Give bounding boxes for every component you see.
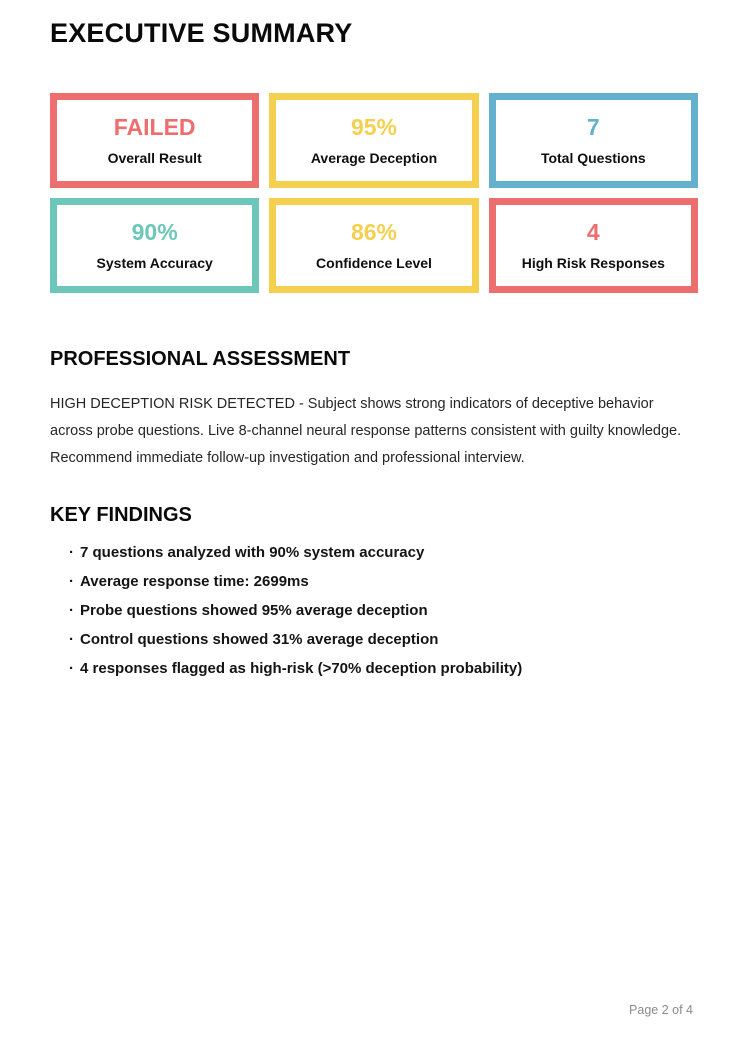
stat-card-average-deception [269,93,478,188]
bullet-icon: · [69,631,74,648]
finding-item: · Control questions showed 31% average deception [69,631,439,648]
stat-card-label: Average Deception [310,150,438,166]
stat-card-value: FAILED [113,114,196,140]
stat-card-confidence-level [269,198,478,293]
finding-item: · 7 questions analyzed with 90% system accuracy [69,544,425,561]
stat-card-total-questions [489,93,698,188]
finding-item: · Probe questions showed 95% average deception [69,602,428,619]
stat-card-label: Total Questions [540,150,646,166]
stat-card-overall-result [50,93,259,188]
stat-card-value: 7 [586,114,600,140]
stat-card-label: High Risk Responses [521,255,665,271]
bullet-icon: · [69,573,74,590]
stat-card-label: Overall Result [107,150,202,166]
stat-card-label: Confidence Level [316,255,432,271]
bullet-icon: · [69,544,74,561]
bullet-icon: · [69,602,74,619]
assessment-body-text: HIGH DECEPTION RISK DETECTED - Subject shows strong indicators of deceptive behavior across probe questions. Live 8-channel neural response patterns consistent with guilty knowledge. Recommend immediate follow-up investigation and professional interview. [50,396,682,466]
stat-card-high-risk-responses [489,198,698,293]
stat-card-label: System Accuracy [96,255,213,271]
stat-cards-grid [50,93,698,293]
page-number: Page 2 of 4 [629,1003,693,1017]
stat-card-value: 90% [131,219,178,245]
bullet-icon: · [69,660,74,677]
stat-card-value: 95% [350,114,398,140]
page-title: EXECUTIVE SUMMARY [50,18,353,48]
finding-item: · 4 responses flagged as high-risk (>70% deception probability) [69,660,523,677]
assessment-heading: PROFESSIONAL ASSESSMENT [50,348,351,370]
stat-card-value: 86% [350,219,398,245]
stat-card-value: 4 [586,219,600,245]
stat-card-system-accuracy [50,198,259,293]
finding-item: · Average response time: 2699ms [69,573,309,590]
findings-heading: KEY FINDINGS [50,504,192,526]
findings-list [50,545,698,677]
